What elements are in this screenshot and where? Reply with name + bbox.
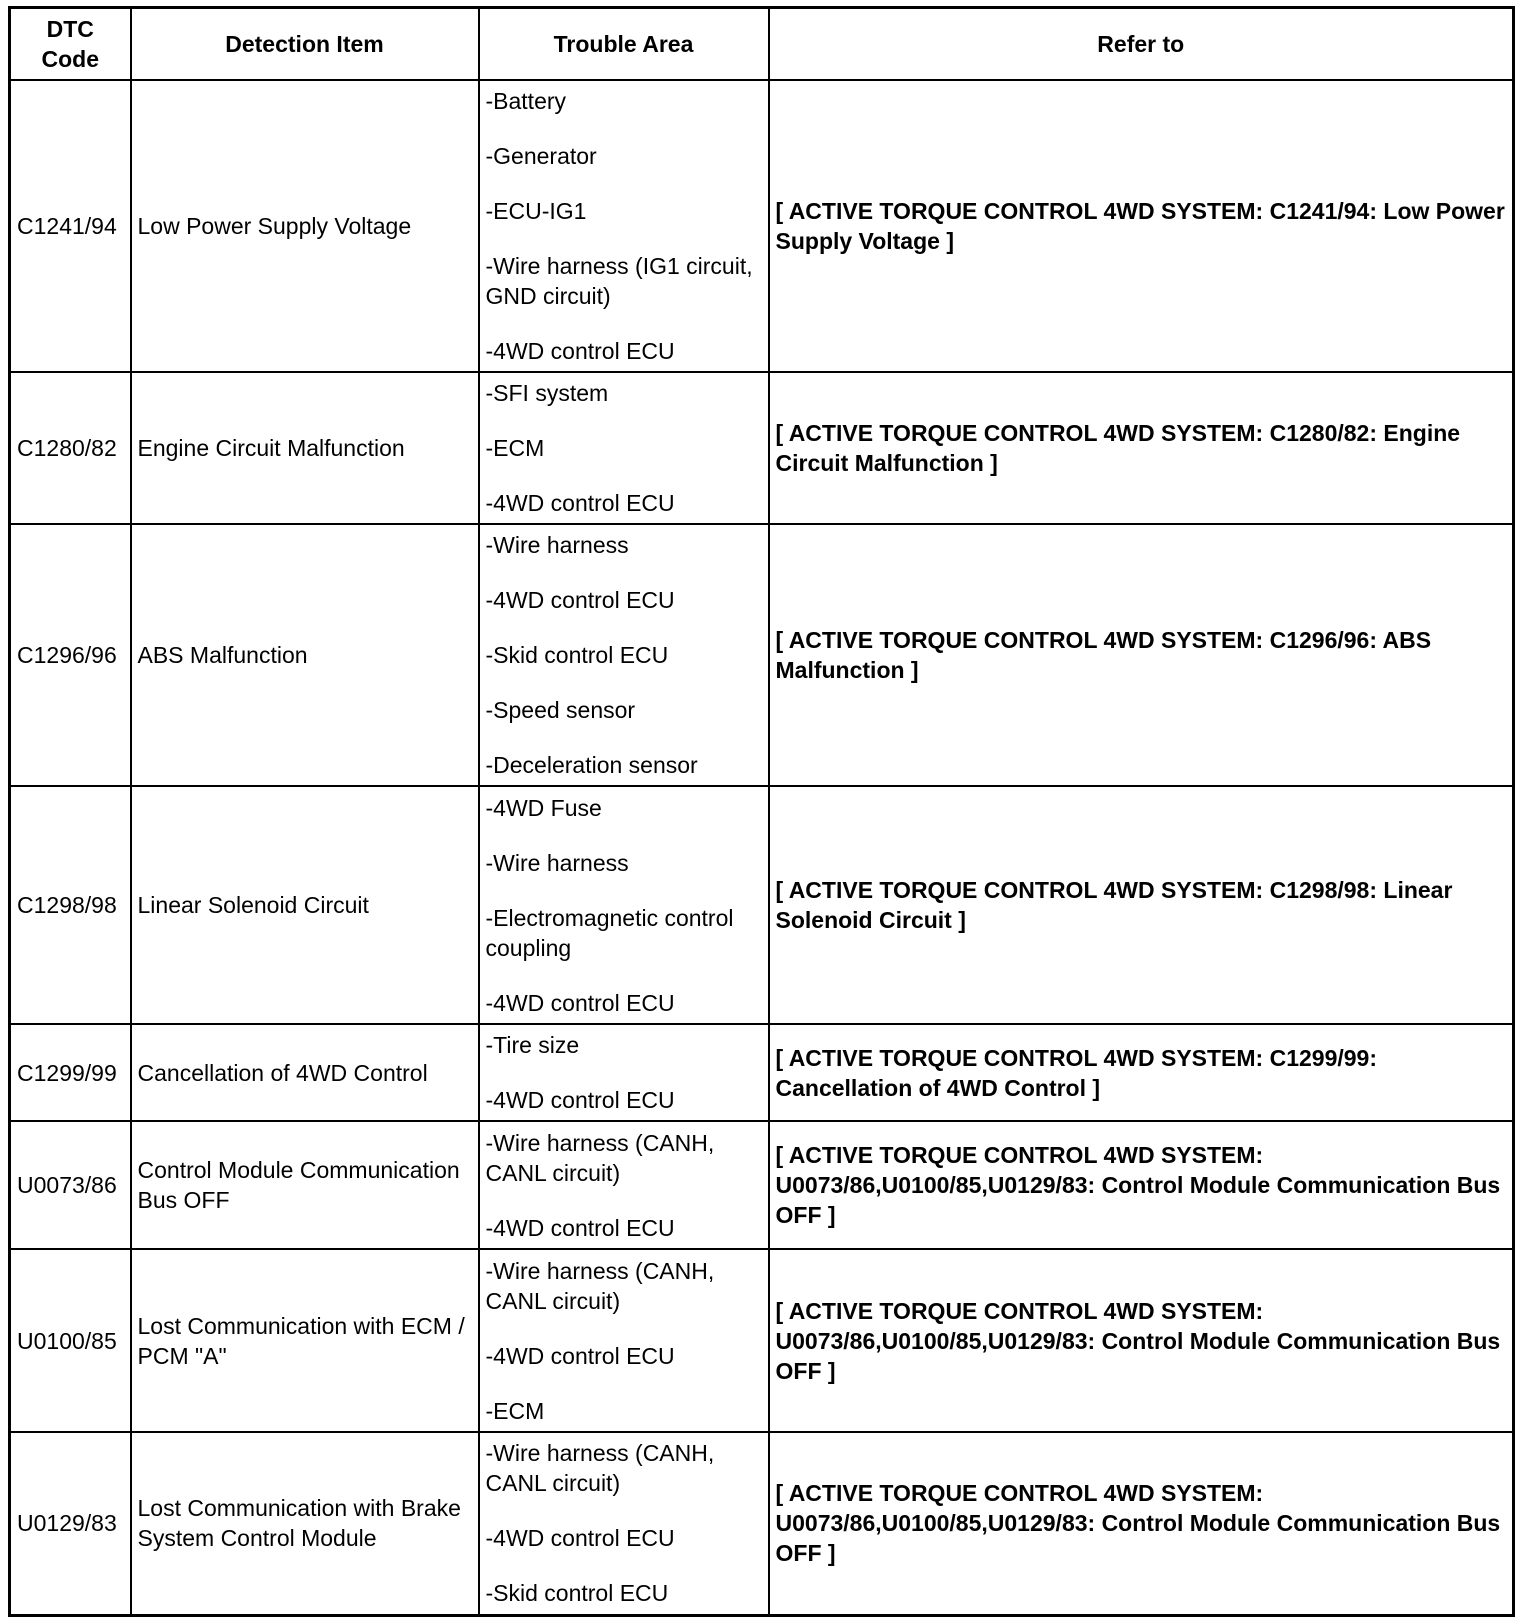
table-row [10,372,1514,524]
dtc-code-cell: C1299/99 [10,1024,131,1121]
dtc-code-cell: C1241/94 [10,80,131,372]
trouble-area-list [486,1026,762,1119]
trouble-area-cell [479,524,769,786]
trouble-area-cell [479,80,769,372]
trouble-area-cell [479,1249,769,1432]
table-row [10,786,1514,1024]
trouble-area-cell [479,1024,769,1121]
trouble-area-item: -4WD control ECU [485,587,675,613]
trouble-area-item: -Electromagnetic control coupling [485,904,734,961]
trouble-area-item: -Generator [485,143,597,169]
trouble-area-list [486,1252,762,1430]
trouble-area-item: -Wire harness (CANH, CANL circuit) [485,1440,715,1497]
trouble-area-item: -4WD control ECU [485,1525,675,1552]
trouble-area-item: -Skid control ECU [485,642,669,668]
trouble-area-item: -4WD control ECU [485,490,675,516]
header-row [10,8,1514,81]
trouble-area-item: -4WD control ECU [485,1214,675,1241]
refer-to-link[interactable]: [ ACTIVE TORQUE CONTROL 4WD SYSTEM: U0073/86,U0100/85,U0129/83: Control Module Communication Bus OFF ] [769,1432,1514,1615]
detection-item-cell: Cancellation of 4WD Control [131,1024,479,1121]
trouble-area-item: -4WD control ECU [485,989,675,1016]
detection-item-cell: Lost Communication with Brake System Control Module [131,1432,479,1615]
trouble-area-item: -ECU-IG1 [485,198,587,224]
trouble-area-item: -Wire harness (CANH, CANL circuit) [485,1257,715,1314]
refer-to-link[interactable]: [ ACTIVE TORQUE CONTROL 4WD SYSTEM: C1298/98: Linear Solenoid Circuit ] [769,786,1514,1024]
detection-item-cell: Linear Solenoid Circuit [131,786,479,1024]
detection-item-cell: Low Power Supply Voltage [131,80,479,372]
trouble-area-item: -SFI system [485,380,609,406]
trouble-area-item: -Battery [485,88,567,114]
table-row [10,1121,1514,1249]
trouble-area-list [486,82,762,370]
trouble-area-item: -4WD Fuse [485,794,602,821]
detection-item-cell: Engine Circuit Malfunction [131,372,479,524]
trouble-area-cell [479,1432,769,1615]
table-row [10,1024,1514,1121]
refer-to-link[interactable]: [ ACTIVE TORQUE CONTROL 4WD SYSTEM: C1299/99: Cancellation of 4WD Control ] [769,1024,1514,1121]
dtc-code-cell: C1296/96 [10,524,131,786]
dtc-table [8,6,1515,1617]
trouble-area-item: -Wire harness (CANH, CANL circuit) [485,1129,715,1186]
dtc-code-cell: U0129/83 [10,1432,131,1615]
trouble-area-item: -Wire harness (IG1 circuit, GND circuit) [485,253,753,309]
trouble-area-item: -4WD control ECU [485,1342,675,1369]
trouble-area-cell [479,1121,769,1249]
refer-to-link[interactable]: [ ACTIVE TORQUE CONTROL 4WD SYSTEM: C1280/82: Engine Circuit Malfunction ] [769,372,1514,524]
trouble-area-item: -4WD control ECU [485,1087,675,1113]
trouble-area-list [486,1124,762,1247]
refer-to-link[interactable]: [ ACTIVE TORQUE CONTROL 4WD SYSTEM: U0073/86,U0100/85,U0129/83: Control Module Communication Bus OFF ] [769,1249,1514,1432]
table-row [10,1249,1514,1432]
trouble-area-item: -Tire size [485,1032,580,1058]
trouble-area-cell [479,786,769,1024]
dtc-code-cell: U0100/85 [10,1249,131,1432]
trouble-area-item: -4WD control ECU [485,338,675,364]
dtc-code-cell: C1298/98 [10,786,131,1024]
detection-item-cell: Control Module Communication Bus OFF [131,1121,479,1249]
trouble-area-item: -ECM [485,1397,545,1424]
detection-item-cell: ABS Malfunction [131,524,479,786]
trouble-area-list [486,789,762,1022]
detection-item-cell: Lost Communication with ECM / PCM "A" [131,1249,479,1432]
table-body [10,80,1514,1615]
refer-to-link[interactable]: [ ACTIVE TORQUE CONTROL 4WD SYSTEM: C1241/94: Low Power Supply Voltage ] [769,80,1514,372]
trouble-area-list [486,374,762,522]
trouble-area-item: -Wire harness [485,532,629,558]
trouble-area-item: -Deceleration sensor [485,752,698,778]
header-refer-to: Refer to [769,8,1514,81]
trouble-area-item: -ECM [485,435,545,461]
trouble-area-item: -Skid control ECU [485,1580,669,1607]
table-row [10,1432,1514,1615]
refer-to-link[interactable]: [ ACTIVE TORQUE CONTROL 4WD SYSTEM: U0073/86,U0100/85,U0129/83: Control Module Communication Bus OFF ] [769,1121,1514,1249]
table-row [10,80,1514,372]
dtc-code-cell: U0073/86 [10,1121,131,1249]
refer-to-link[interactable]: [ ACTIVE TORQUE CONTROL 4WD SYSTEM: C1296/96: ABS Malfunction ] [769,524,1514,786]
trouble-area-item: -Speed sensor [485,697,636,723]
header-detection-item: Detection Item [131,8,479,81]
trouble-area-list [486,1434,762,1612]
trouble-area-item: -Wire harness [485,849,629,876]
header-dtc-code: DTC Code [10,8,131,81]
header-trouble-area: Trouble Area [479,8,769,81]
dtc-code-cell: C1280/82 [10,372,131,524]
table-row [10,524,1514,786]
trouble-area-cell [479,372,769,524]
trouble-area-list [486,526,762,784]
